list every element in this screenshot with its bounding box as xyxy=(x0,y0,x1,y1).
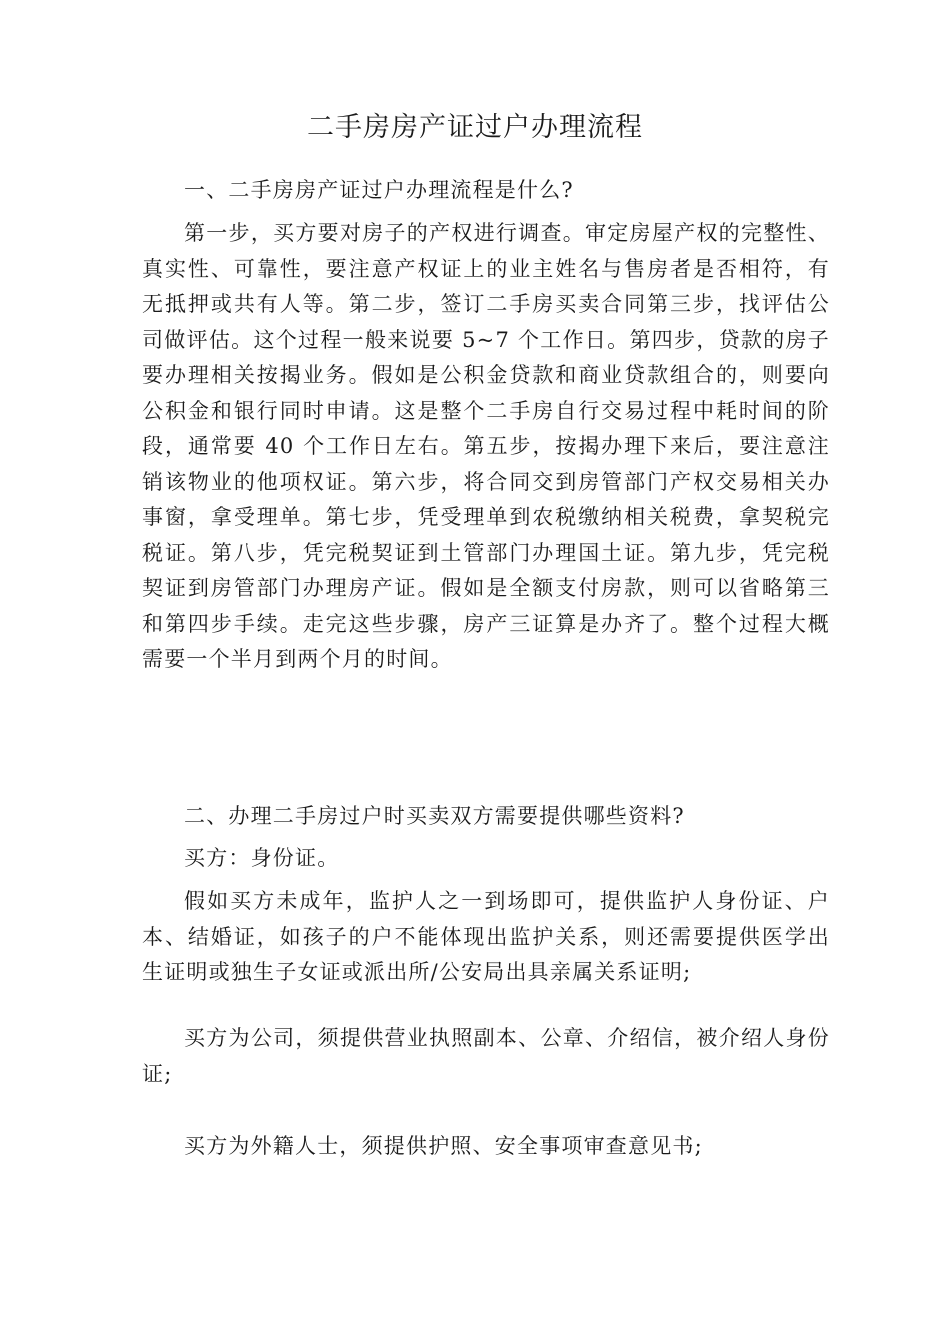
section1-heading: 一、二手房房产证过户办理流程是什么? xyxy=(184,178,574,202)
section2-heading: 二、办理二手房过户时买卖双方需要提供哪些资料? xyxy=(184,804,685,828)
buyer-id-line: 买方：身份证。 xyxy=(184,846,340,870)
foreign-buyer-line: 买方为外籍人士，须提供护照、安全事项审查意见书; xyxy=(184,1134,703,1158)
document-title: 二手房房产证过户办理流程 xyxy=(307,112,643,143)
minor-buyer-paragraph: 假如买方未成年，监护人之一到场即可，提供监护人身份证、户本、结婚证，如孩子的户不能体现出监护关系，则还需要提供医学出生证明或独生子女证或派出所/公安局出具亲属关系证明; xyxy=(142,889,830,984)
section1-paragraph: 第一步，买方要对房子的产权进行调查。审定房屋产权的完整性、真实性、可靠性，要注意产权证上的业主姓名与售房者是否相符，有无抵押或共有人等。第二步，签订二手房买卖合同第三步，找评估公司做评估。这个过程一般来说要 5~7 个工作日。第四步，贷款的房子要办理相关按揭业务。假如是公积金贷款和商业贷款组合的，则要向公积金和银行同时申请。这是整个二手房自行交易过程中耗时间的阶段，通常要 40 个工作日左右。第五步，按揭办理下来后，要注意注销该物业的他项权证。第六步，将合同交到房管部门产权交易相关办事窗，拿受理单。第七步，凭受理单到农税缴纳相关税费，拿契税完税证。第八步，凭完税契证到土管部门办理国土证。第九步，凭完税契证到房管部门办理房产证。假如是全额支付房款，则可以省略第三和第四步手续。走完这些步骤，房产三证算是办齐了。整个过程大概需要一个半月到两个月的时间。 xyxy=(142,221,830,671)
company-buyer-paragraph: 买方为公司，须提供营业执照副本、公章、介绍信，被介绍人身份证; xyxy=(142,1026,830,1086)
